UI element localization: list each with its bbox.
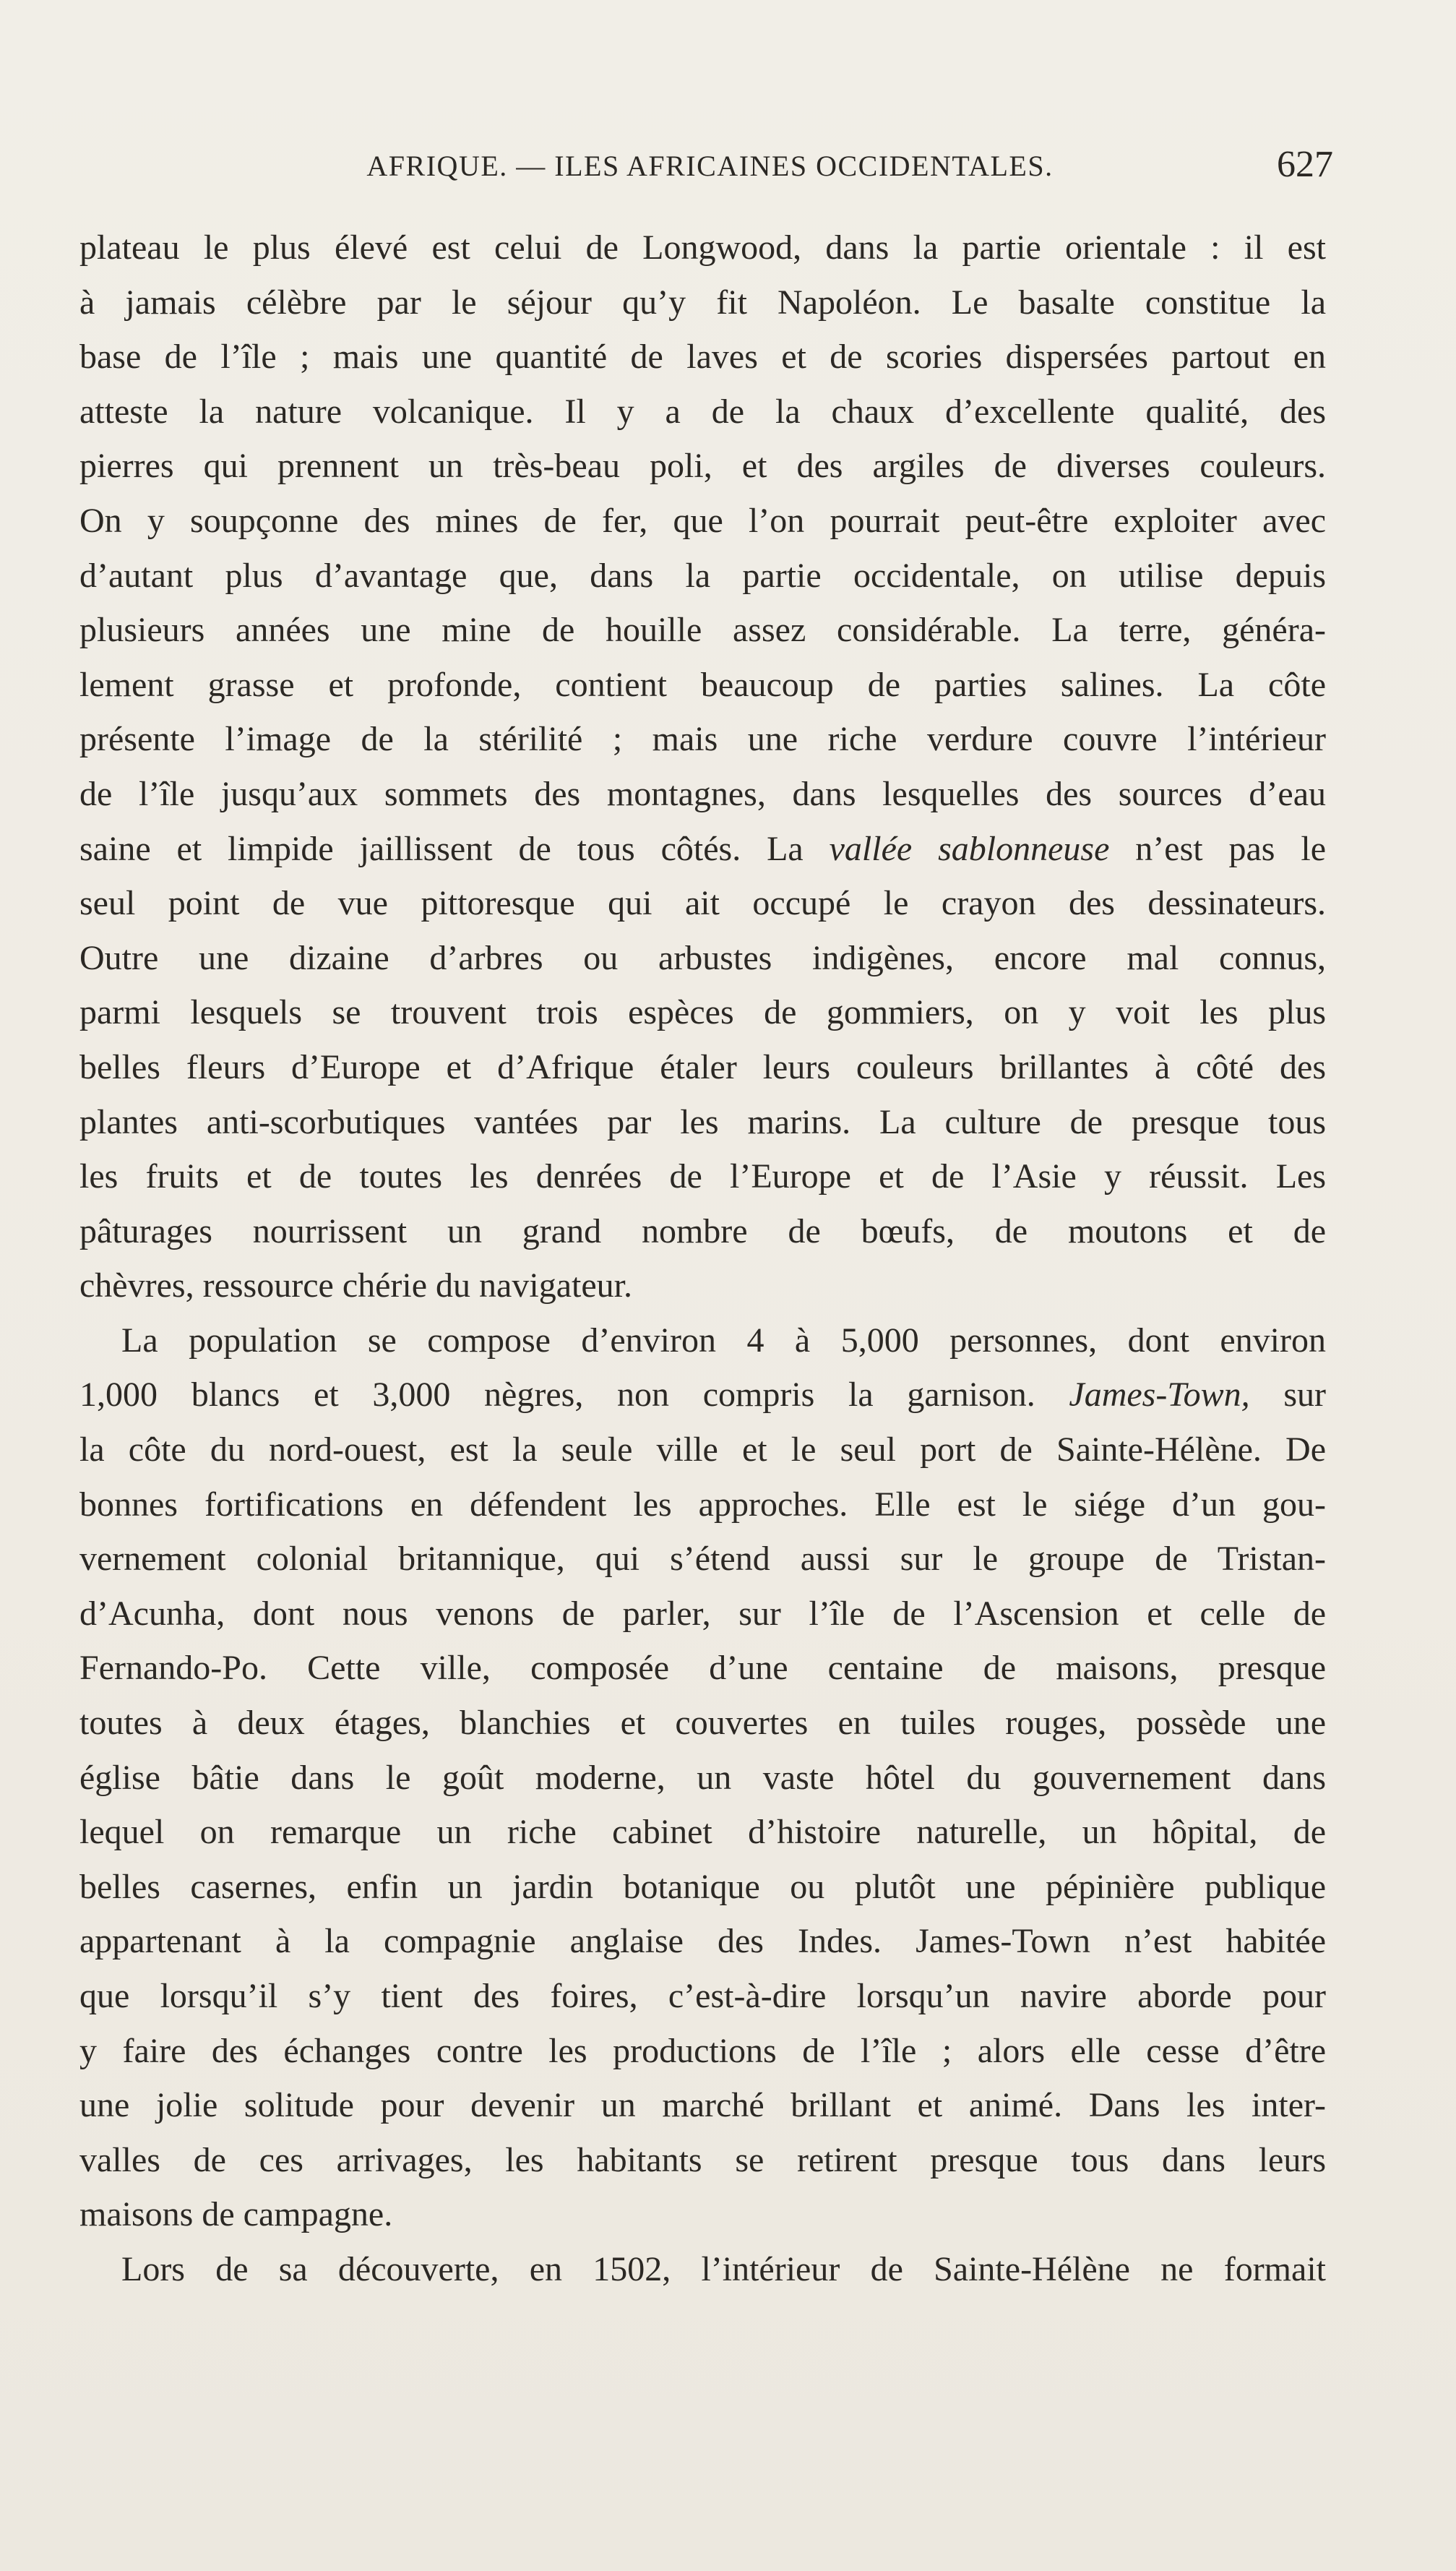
body-text <box>79 220 1326 2297</box>
text-line: parmi lesquels se trouvent trois espèces de gommiers, on y voit les plus <box>79 993 1326 1032</box>
text-line: plateau le plus élevé est celui de Longwood, dans la partie orientale : il est <box>79 228 1326 267</box>
text-run: n’est pas le <box>1109 829 1327 868</box>
text-line: que lorsqu’il s’y tient des foires, c’est-à-dire lorsqu’un navire aborde pour <box>79 1977 1326 2015</box>
text-line: présente l’image de la stérilité ; mais une riche verdure couvre l’intérieur <box>79 720 1326 759</box>
text-line: La population se compose d’environ 4 à 5,000 personnes, dont environ <box>121 1321 1326 1360</box>
text-line: lequel on remarque un riche cabinet d’histoire naturelle, un hôpital, de <box>79 1813 1326 1852</box>
text-line: base de l’île ; mais une quantité de laves et de scories dispersées partout en <box>79 338 1326 377</box>
text-line: d’autant plus d’avantage que, dans la partie occidentale, on utilise depuis <box>79 556 1326 595</box>
text-line: chèvres, ressource chérie du navigateur. <box>79 1266 632 1305</box>
text-line: à jamais célèbre par le séjour qu’y fit Napoléon. Le basalte constitue la <box>79 283 1326 322</box>
text-line: appartenant à la compagnie anglaise des Indes. James-Town n’est habitée <box>79 1922 1326 1961</box>
text-line: maisons de campagne. <box>79 2195 393 2234</box>
text-line: plantes anti-scorbutiques vantées par les marins. La culture de presque tous <box>79 1102 1326 1141</box>
text-line: bonnes fortifications en défendent les approches. Elle est le siége d’un gou- <box>79 1485 1326 1524</box>
text-line: belles casernes, enfin un jardin botanique ou plutôt une pépinière publique <box>79 1867 1326 1906</box>
text-line: atteste la nature volcanique. Il y a de la chaux d’excellente qualité, des <box>79 392 1326 431</box>
text-line: pâturages nourrissent un grand nombre de bœufs, de moutons et de <box>79 1211 1326 1250</box>
text-line: toutes à deux étages, blanchies et couvertes en tuiles rouges, possède une <box>79 1704 1326 1743</box>
text-line: vernement colonial britannique, qui s’étend aussi sur le groupe de Tristan- <box>79 1540 1326 1579</box>
italic-text-run: James-Town, <box>1069 1375 1250 1415</box>
text-line: Fernando-Po. Cette ville, composée d’une centaine de maisons, presque <box>79 1649 1326 1688</box>
text-line: de l’île jusqu’aux sommets des montagnes, dans lesquelles des sources d’eau <box>79 774 1326 813</box>
text-line: pierres qui prennent un très-beau poli, et des argiles de diverses couleurs. <box>79 447 1326 486</box>
text-run: saine et limpide jaillissent de tous côtés. La <box>79 829 830 868</box>
text-line: seul point de vue pittoresque qui ait occupé le crayon des dessinateurs. <box>79 884 1326 923</box>
running-title: AFRIQUE. — ILES AFRICAINES OCCIDENTALES. <box>366 150 1054 182</box>
text-run: sur <box>1249 1375 1326 1415</box>
text-line: belles fleurs d’Europe et d’Afrique étaler leurs couleurs brillantes à côté des <box>79 1047 1326 1086</box>
text-line: les fruits et de toutes les denrées de l’Europe et de l’Asie y réussit. Les <box>79 1157 1326 1196</box>
text-line <box>79 822 1326 877</box>
running-head <box>79 143 1340 186</box>
page-number: 627 <box>1277 144 1333 185</box>
text-line <box>79 1368 1326 1422</box>
text-line: Outre une dizaine d’arbres ou arbustes indigènes, encore mal connus, <box>79 938 1326 977</box>
text-line: y faire des échanges contre les productions de l’île ; alors elle cesse d’être <box>79 2031 1326 2070</box>
text-line: valles de ces arrivages, les habitants se retirent presque tous dans leurs <box>79 2140 1326 2179</box>
text-line: On y soupçonne des mines de fer, que l’on pourrait peut-être exploiter avec <box>79 501 1326 540</box>
text-line: une jolie solitude pour devenir un marché brillant et animé. Dans les inter- <box>79 2086 1326 2125</box>
text-line: la côte du nord-ouest, est la seule ville et le seul port de Sainte-Hélène. De <box>79 1430 1326 1469</box>
italic-text-run: vallée sablonneuse <box>829 829 1110 868</box>
text-line: Lors de sa découverte, en 1502, l’intérieur de Sainte-Hélène ne formait <box>121 2249 1326 2288</box>
text-line: d’Acunha, dont nous venons de parler, sur l’île de l’Ascension et celle de <box>79 1594 1326 1633</box>
text-line: église bâtie dans le goût moderne, un vaste hôtel du gouvernement dans <box>79 1758 1326 1797</box>
text-run: 1,000 blancs et 3,000 nègres, non compris la garnison. <box>79 1375 1069 1415</box>
text-line: plusieurs années une mine de houille assez considérable. La terre, généra- <box>79 611 1326 650</box>
text-line: lement grasse et profonde, contient beaucoup de parties salines. La côte <box>79 665 1326 704</box>
